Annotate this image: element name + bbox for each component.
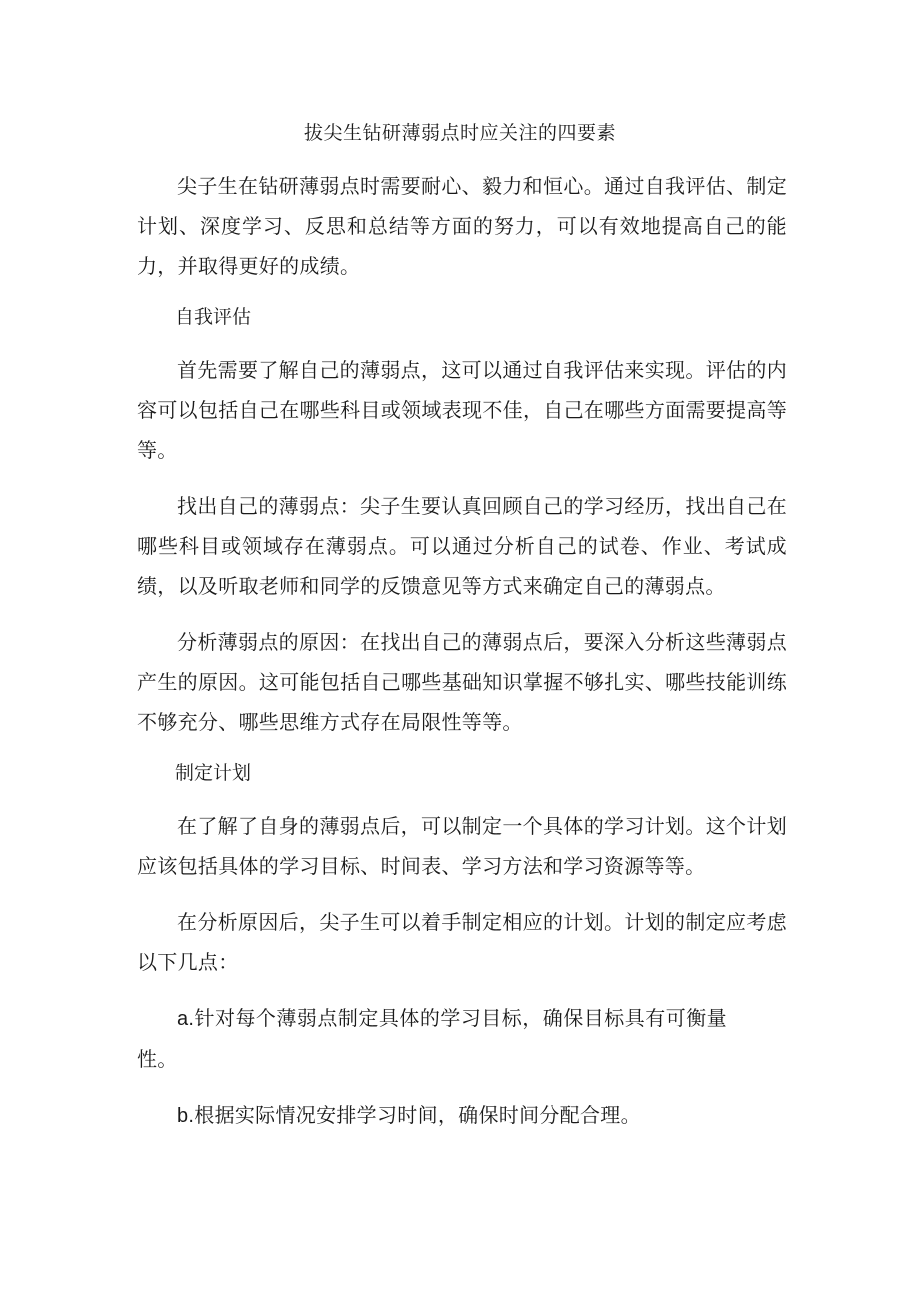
paragraph: 在了解了自身的薄弱点后，可以制定一个具体的学习计划。这个计划应该包括具体的学习目标、时间表、学习方法和学习资源等等。 — [137, 814, 787, 878]
paragraph: 首先需要了解自己的薄弱点，这可以通过自我评估来实现。评估的内容可以包括自己在哪些科目或领域表现不佳，自己在哪些方面需要提高等等。 — [137, 358, 787, 462]
section-heading-self-assessment: 自我评估 — [175, 306, 252, 328]
list-item-text: 针对每个薄弱点制定具体的学习目标，确保目标具有可衡量性。 — [137, 1006, 727, 1071]
section-heading-make-plan: 制定计划 — [175, 762, 252, 784]
list-item — [137, 998, 727, 1079]
document-title: 拔尖生钻研薄弱点时应关注的四要素 — [303, 122, 616, 144]
paragraph: 分析薄弱点的原因：在找出自己的薄弱点后，要深入分析这些薄弱点产生的原因。这可能包括自己哪些基础知识掌握不够扎实、哪些技能训练不够充分、哪些思维方式存在局限性等等。 — [137, 630, 787, 734]
list-item-text: 根据实际情况安排学习时间，确保时间分配合理。 — [194, 1103, 641, 1127]
paragraph: 找出自己的薄弱点：尖子生要认真回顾自己的学习经历，找出自己在哪些科目或领域存在薄弱点。可以通过分析自己的试卷、作业、考试成绩，以及听取老师和同学的反馈意见等方式来确定自己的薄弱点。 — [137, 494, 787, 598]
list-item — [137, 1095, 787, 1136]
paragraph: 在分析原因后，尖子生可以着手制定相应的计划。计划的制定应考虑以下几点： — [137, 910, 787, 974]
list-marker: b. — [177, 1105, 195, 1127]
intro-paragraph: 尖子生在钻研薄弱点时需要耐心、毅力和恒心。通过自我评估、制定计划、深度学习、反思和总结等方面的努力，可以有效地提高自己的能力，并取得更好的成绩。 — [137, 174, 787, 278]
list-marker: a. — [177, 1008, 195, 1030]
document-body — [137, 166, 787, 1152]
